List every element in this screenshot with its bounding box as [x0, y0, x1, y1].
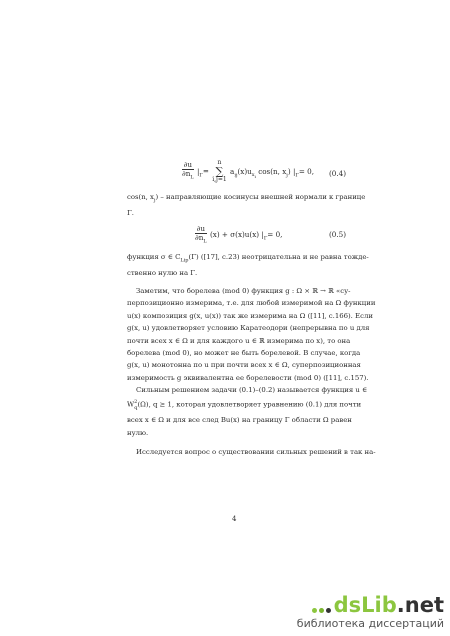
text-line: ственно нулю на Γ.	[127, 268, 198, 277]
equation-number-0-4: (0.4)	[329, 169, 347, 178]
text-line: u(x) композиция g(x, u(x)) так же измерима на Ω ([11], с.166). Если	[127, 311, 373, 320]
text-line: g(x, u) удовлетворяет условию Каратеодори (непрерывна по u для	[127, 324, 370, 333]
text-line: $W^2_q(\Omega)$, q ≥ 1, которая удовлетворяет уравнению (0.1) для почти	[127, 399, 362, 412]
rhs-expression: $a_{ij}(x)u_{x_i}$ cos(n, $x_j$) $|_\Gamma= 0$,	[230, 166, 315, 179]
dslib-watermark	[297, 594, 444, 630]
fraction-du-dnl	[182, 161, 194, 181]
equation-0-4	[181, 160, 314, 183]
sum-lower: i,j=1	[212, 176, 227, 183]
paragraph-research	[127, 446, 376, 458]
text-line: Сильным решением задачи (0.1)–(0.2) называется функция u ∈	[136, 386, 368, 394]
text-line: Исследуется вопрос о существовании сильных решений в так на-	[136, 448, 376, 456]
boundary-bar: $|_\Gamma$	[196, 166, 203, 178]
equation-0-5	[194, 225, 282, 245]
rhs-expression: (x) + σ(x)u(x) $|_\Gamma= 0$,	[209, 230, 283, 242]
text-line: почти всех x ∈ Ω и для каждого u ∈ ℝ измерима по x), то она	[127, 336, 351, 345]
summation	[212, 160, 227, 183]
fraction-numerator: ∂u	[196, 224, 206, 233]
text-line: нулю.	[127, 428, 149, 437]
watermark-subtitle: библиотека диссертаций	[296, 617, 444, 630]
equals-sign: =	[202, 166, 209, 176]
text-line: функция σ ∈ $C_{Lip}(\Gamma)$ ([17], с.23) неотрицательна и не равна тожде-	[127, 253, 369, 264]
fraction-numerator: ∂u	[183, 160, 193, 170]
sum-upper: n	[217, 159, 222, 166]
text-line: g(x, u) монотонна по u при почти всех x ∈ Ω, суперпозиционная	[127, 361, 361, 370]
paragraph-strong-solution	[127, 384, 368, 439]
watermark-logo: dsLib.net	[297, 594, 444, 617]
fraction-denominator: $\partial n_L$	[195, 233, 207, 245]
logo-dots-icon	[311, 595, 332, 617]
fraction-du-dnl	[195, 225, 207, 245]
page-number: 4	[232, 515, 237, 523]
paragraph-sigma	[127, 251, 369, 279]
text-line: перпозиционно измерима, т.е. для любой измеримой на Ω функции	[127, 299, 376, 308]
paragraph-cosines	[127, 191, 366, 219]
fraction-denominator: $\partial n_L$	[182, 169, 194, 181]
text-line: Γ.	[127, 208, 134, 217]
paragraph-borel	[127, 285, 376, 384]
equation-number-0-5: (0.5)	[329, 230, 347, 239]
text-line: всех x ∈ Ω и для все след Bu(x) на границу Γ области Ω равен	[127, 416, 352, 425]
text-line: борелева (mod 0), но может не быть борелевой. В случае, когда	[127, 349, 361, 358]
text-line: Заметим, что борелева (mod 0) функция g : Ω × ℝ → ℝ «су-	[136, 287, 351, 295]
text-line: измеримость g эквивалентна ее борелевости (mod 0) ([11], с.157).	[127, 373, 369, 382]
text-line: cos(n, $x_j$) – направляющие косинусы внешней нормали к границе	[127, 193, 366, 204]
sum-symbol: ∑	[215, 165, 224, 178]
